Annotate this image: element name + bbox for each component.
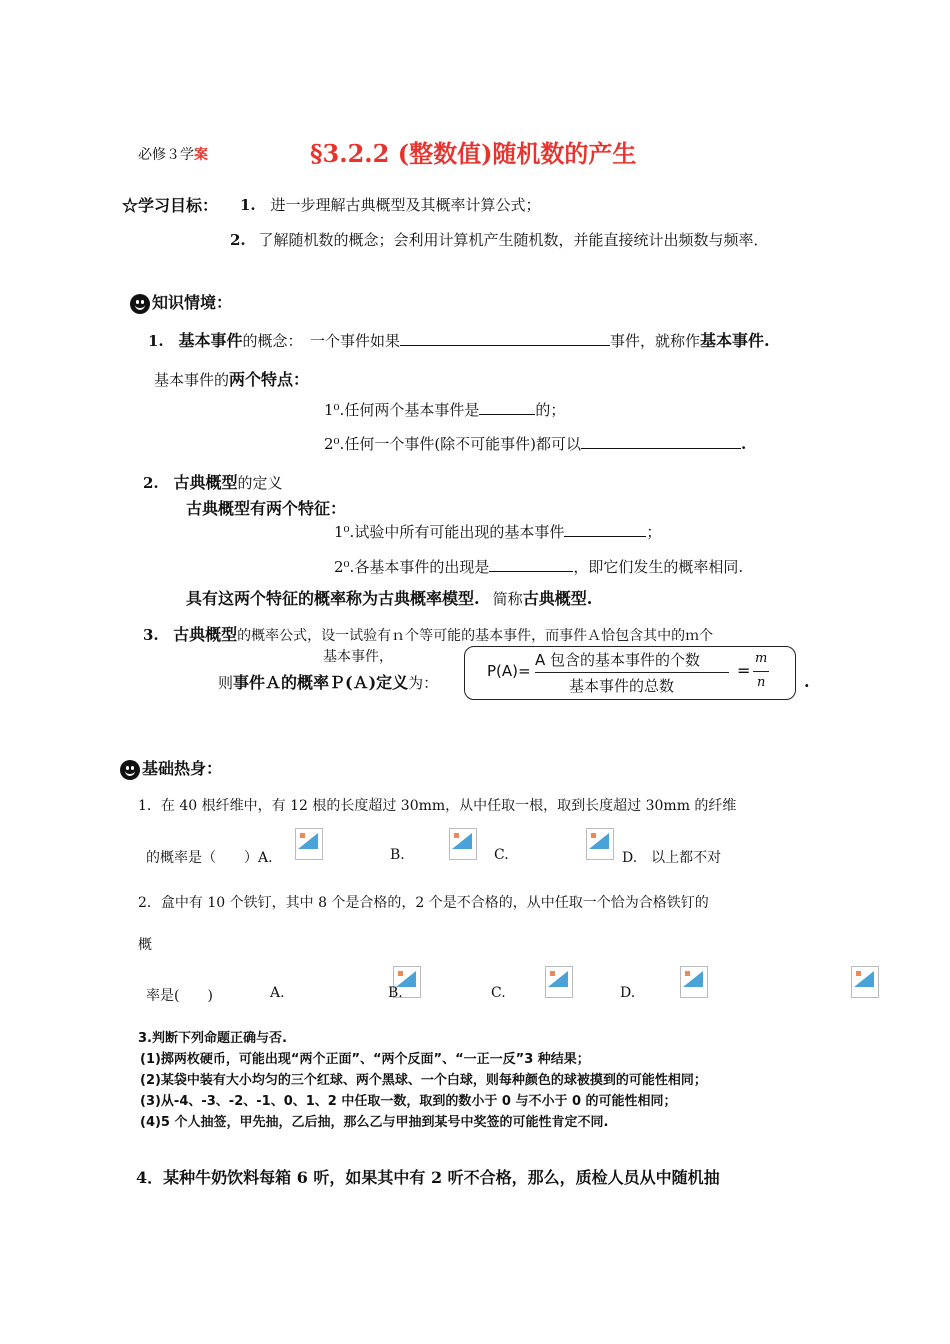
knowledge-item-1 xyxy=(148,328,770,351)
classical-feature-2-text: 各基本事件的出现是 xyxy=(354,558,490,576)
classical-feature-1 xyxy=(334,521,661,542)
course-suffix: 案 xyxy=(194,147,208,163)
probability-formula-box xyxy=(464,646,796,700)
classical-feature-2-after: ，即它们发生的概率相同. xyxy=(573,558,744,576)
question-3-title: 3.判断下列命题正确与否. xyxy=(138,1031,287,1046)
item-2-term: 古典概型 xyxy=(173,473,238,492)
goal-1-number: 1. xyxy=(240,196,256,214)
blank-1[interactable] xyxy=(400,331,610,346)
question-1-line1: 1．在 40 根纤维中，有 12 根的长度超过 30mm，从中任取一根，取到长度超过 30mm 的纤维 xyxy=(138,798,737,814)
page-title: §3.2.2 (整数值)随机数的产生 xyxy=(310,139,637,168)
formula-equals: = xyxy=(737,661,751,680)
classical-feature-1-text: 试验中所有可能出现的基本事件 xyxy=(354,523,565,541)
question-2-line1: 2．盒中有 10 个铁钉，其中 8 个是合格的，2 个是不合格的，从中任取一个恰为合格铁钉的 xyxy=(138,895,709,911)
question-2-line3: 率是( ) xyxy=(146,988,213,1004)
goal-2-text: 了解随机数的概念；会利用计算机产生随机数，并能直接统计出频数与频率． xyxy=(258,231,769,249)
item-3-line2: 基本事件， xyxy=(323,649,393,665)
item-3-line3-c: 为： xyxy=(408,674,439,692)
smiley-icon xyxy=(120,760,140,780)
item-1-term: 基本事件 xyxy=(178,331,243,350)
summary-bold: 具有这两个特征的概率称为古典概率模型. xyxy=(186,589,480,608)
item-2-text: 的定义 xyxy=(237,474,283,492)
feature-1-mark: 1⁰. xyxy=(324,401,345,419)
question-4: 4．某种牛奶饮料每箱 6 听，如果其中有 2 听不合格，那么，质检人员从中随机抽 xyxy=(136,1168,720,1187)
course-label xyxy=(138,144,208,164)
question-2-option-d: D. xyxy=(620,985,636,1001)
classical-feature-2 xyxy=(334,556,743,577)
item-1-after: 事件，就称作 xyxy=(609,332,700,350)
question-3-item: (2)某袋中装有大小均匀的三个红球、两个黑球、一个白球，则每种颜色的球被摸到的可能性相同； xyxy=(140,1073,707,1088)
broken-image-icon xyxy=(545,966,573,998)
feature-2-after: . xyxy=(741,435,747,453)
blank-2[interactable] xyxy=(479,400,535,415)
item-1-number: 1. xyxy=(148,332,164,350)
knowledge-label: 知识情境： xyxy=(152,293,233,312)
blank-5[interactable] xyxy=(489,557,573,572)
feature-1 xyxy=(324,399,565,420)
goal-1-text: 进一步理解古典概型及其概率计算公式； xyxy=(270,196,541,214)
question-1-option-b: B. xyxy=(390,847,405,863)
classical-feature-1-after: ； xyxy=(646,523,662,541)
features-bold: 两个特点： xyxy=(229,370,310,389)
goal-2 xyxy=(230,229,768,250)
feature-1-after: 的； xyxy=(535,401,566,419)
summary-term: 古典概型. xyxy=(522,589,593,608)
question-1-option-c: C. xyxy=(494,847,509,863)
broken-image-icon xyxy=(449,828,477,860)
question-1-option-d: D. 以上都不对 xyxy=(622,850,722,866)
item-3-number: 3. xyxy=(143,626,159,644)
question-3-item: (1)掷两枚硬币，可能出现“两个正面”、“两个反面”、“一正一反”3 种结果； xyxy=(140,1052,590,1067)
formula-end-dot: . xyxy=(804,672,810,691)
feature-2 xyxy=(324,433,746,454)
classical-feature-1-mark: 1⁰. xyxy=(334,523,355,541)
broken-image-icon xyxy=(851,966,879,998)
question-3-item: (4)5 个人抽签，甲先抽，乙后抽，那么乙与甲抽到某号中奖签的可能性肯定不同. xyxy=(140,1115,609,1130)
item-3-term: 古典概型 xyxy=(173,625,238,644)
formula-fraction-bar xyxy=(535,672,729,673)
goals-label: ☆学习目标： xyxy=(122,196,219,215)
formula-denominator: 基本事件的总数 xyxy=(569,677,675,695)
formula-m: m xyxy=(755,651,768,666)
features-prefix: 基本事件的 xyxy=(154,371,230,389)
item-2-number: 2. xyxy=(143,474,159,492)
summary-short: 简称 xyxy=(492,590,523,608)
feature-1-text: 任何两个基本事件是 xyxy=(344,401,480,419)
question-3-block xyxy=(138,1028,707,1133)
formula-mn-bar xyxy=(753,671,769,672)
item-1-text: 的概念： 一个事件如果 xyxy=(242,332,400,350)
formula-lhs: P(A)= xyxy=(487,662,531,680)
blank-4[interactable] xyxy=(564,522,646,537)
goal-2-number: 2. xyxy=(230,231,246,249)
warmup-label: 基础热身： xyxy=(142,759,223,778)
smiley-icon xyxy=(130,294,150,314)
item-3-line3-a: 则 xyxy=(218,674,234,692)
classical-feature-2-mark: 2⁰. xyxy=(334,558,355,576)
question-2-option-a: A. xyxy=(270,985,285,1001)
broken-image-icon xyxy=(586,828,614,860)
question-2-option-b: B. xyxy=(388,985,403,1001)
features-heading xyxy=(154,367,309,390)
broken-image-icon xyxy=(295,828,323,860)
blank-3[interactable] xyxy=(581,434,741,449)
item-1-term2: 基本事件. xyxy=(700,331,770,350)
feature-2-text: 任何一个事件(除不可能事件)都可以 xyxy=(344,435,582,453)
goal-1 xyxy=(240,194,540,215)
question-3-item: (3)从-4、-3、-2、-1、0、1、2 中任取一数，取到的数小于 0 与不小于 0 的可能性相同； xyxy=(140,1094,677,1109)
knowledge-heading xyxy=(130,290,232,314)
question-2-line2: 概 xyxy=(138,937,152,953)
course-text: 必修３学 xyxy=(138,147,194,163)
question-1-line2: 的概率是（ ）A. xyxy=(146,850,273,866)
item-3-line3 xyxy=(218,670,438,693)
knowledge-item-2 xyxy=(143,470,282,493)
question-2-option-c: C. xyxy=(491,985,506,1001)
knowledge-item-3 xyxy=(143,622,713,645)
classical-summary xyxy=(186,586,592,609)
item-3-line3-b: 事件Ａ的概率Ｐ(Ａ)定义 xyxy=(233,673,409,692)
broken-image-icon xyxy=(680,966,708,998)
formula-n: n xyxy=(757,675,766,690)
warmup-heading xyxy=(120,756,222,780)
classical-features-heading: 古典概型有两个特征： xyxy=(186,499,347,518)
item-3-text: 的概率公式，设一试验有ｎ个等可能的基本事件，而事件Ａ恰包含其中的ｍ个 xyxy=(237,628,714,644)
formula-numerator: A 包含的基本事件的个数 xyxy=(535,651,701,669)
feature-2-mark: 2⁰. xyxy=(324,435,345,453)
